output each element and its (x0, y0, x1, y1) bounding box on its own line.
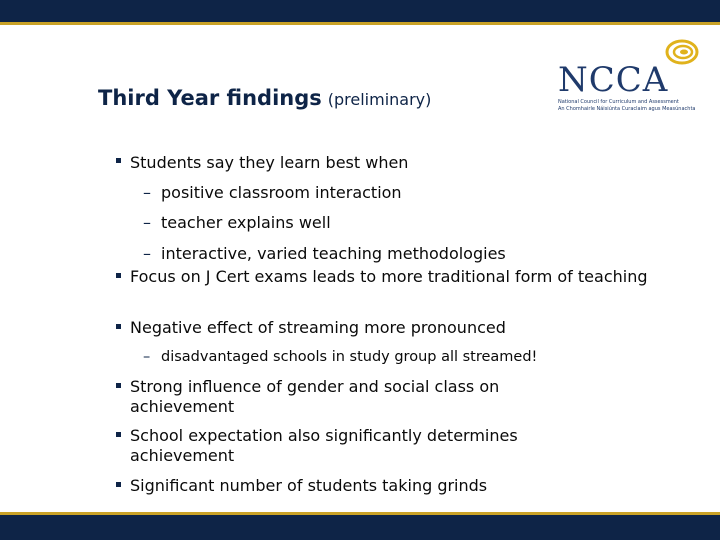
dash-marker: – (143, 349, 151, 365)
bullet-jcert: Focus on J Cert exams leads to more traditional form of teaching (130, 267, 648, 286)
bullet-streaming: Negative effect of streaming more pronounced (130, 318, 506, 337)
dash-marker: – (143, 183, 151, 202)
bullet-learn-best: Students say they learn best when (130, 153, 409, 172)
sub-item (143, 244, 506, 264)
header-accent-line (0, 22, 720, 25)
footer-band (0, 515, 720, 540)
sub-item-text: disadvantaged schools in study group all streamed! (161, 349, 538, 365)
bullet-marker (116, 273, 121, 278)
dash-marker: – (143, 213, 151, 232)
bullet-gender-class: Strong influence of gender and social class on achievement (130, 377, 500, 416)
bullet-marker (116, 324, 121, 329)
bullet-marker (116, 482, 121, 487)
dash-marker: – (143, 244, 151, 263)
title-sub: (preliminary) (327, 90, 432, 109)
sub-item (143, 347, 537, 367)
bullet-marker (116, 383, 121, 388)
bullet-marker (116, 158, 121, 163)
title-main: Third Year findings (98, 86, 322, 110)
logo-wordmark: NCCA (558, 60, 669, 100)
logo-subtitle-ga: An Chomhairle Náisiúnta Curaclaim agus Measúnachta (558, 106, 696, 112)
ncca-logo (556, 36, 706, 116)
sub-item-text: interactive, varied teaching methodologies (161, 244, 506, 263)
sub-item (143, 183, 402, 203)
slide-title (98, 86, 431, 110)
logo-subtitle-en: National Council for Curriculum and Assessment (558, 99, 679, 105)
header-band (0, 0, 720, 22)
sub-item-text: positive classroom interaction (161, 183, 402, 202)
bullet-grinds: Significant number of students taking grinds (130, 476, 488, 495)
sub-item (143, 213, 331, 233)
bullet-school-expectation: School expectation also significantly determines achievement (130, 426, 518, 465)
bullet-marker (116, 432, 121, 437)
sub-item-text: teacher explains well (161, 213, 331, 232)
